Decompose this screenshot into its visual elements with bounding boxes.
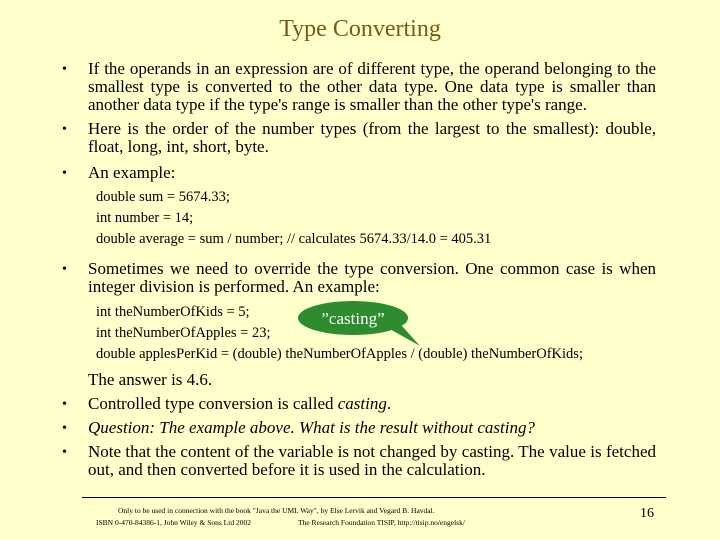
code-line: double applesPerKid = (double) theNumberOfApples / (double) theNumberOfKids; [96,346,583,362]
bullet-5-emphasis: casting [337,394,387,413]
footer-divider [82,497,666,498]
bullet-marker: • [62,421,67,436]
bullet-marker: • [62,262,67,277]
footer-line-2a: ISBN 0-470-84386-1, John Wiley & Sons Ltd 2002 [96,518,251,527]
bullet-marker: • [62,445,67,460]
bullet-marker: • [62,166,67,181]
footer-line-2b: The Research Foundation TISIP, http://tisip.no/engelsk/ [298,518,465,527]
bullet-text-4: Sometimes we need to override the type conversion. One common case is when integer division is performed. An example: [88,259,656,296]
bullet-text-3: An example: [88,163,176,182]
code-line: int theNumberOfKids = 5; [96,304,250,320]
bullet-marker: • [62,397,67,412]
code-line: double average = sum / number; // calculates 5674.33/14.0 = 405.31 [96,231,492,247]
bullet-text-5 [88,395,656,413]
callout-label: ”casting” [321,309,385,328]
bullet-5-end: . [386,394,392,413]
code-line: double sum = 5674.33; [96,189,230,205]
code-line: int theNumberOfApples = 23; [96,325,271,341]
casting-callout [298,300,424,336]
bullet-text-1: If the operands in an expression are of different type, the operand belonging to the smallest type is converted to the other data type. One data type is smaller than another data type if the type's range is smaller than the other type's range. [88,59,656,114]
bullet-text-6: Question: The example above. What is the result without casting? [88,418,535,437]
bullet-marker: • [62,122,67,137]
page-number: 16 [640,506,654,521]
footer-line-1: Only to be used in connection with the book "Java the UML Way", by Else Lervik and Vegard B. Havdal. [118,506,435,515]
bullet-text-2: Here is the order of the number types (from the largest to the smallest): double, float, long, int, short, byte. [88,119,656,156]
bullet-5-lead: Controlled type conversion is called [88,394,338,413]
code-line: int number = 14; [96,210,194,226]
slide-title: Type Converting [279,16,441,42]
bullet-text-7: Note that the content of the variable is not changed by casting. The value is fetched out, and then converted before it is used in the calculation. [88,442,656,479]
bullet-marker: • [62,62,67,77]
answer-text: The answer is 4.6. [88,370,213,389]
code-block-1 [96,187,491,250]
